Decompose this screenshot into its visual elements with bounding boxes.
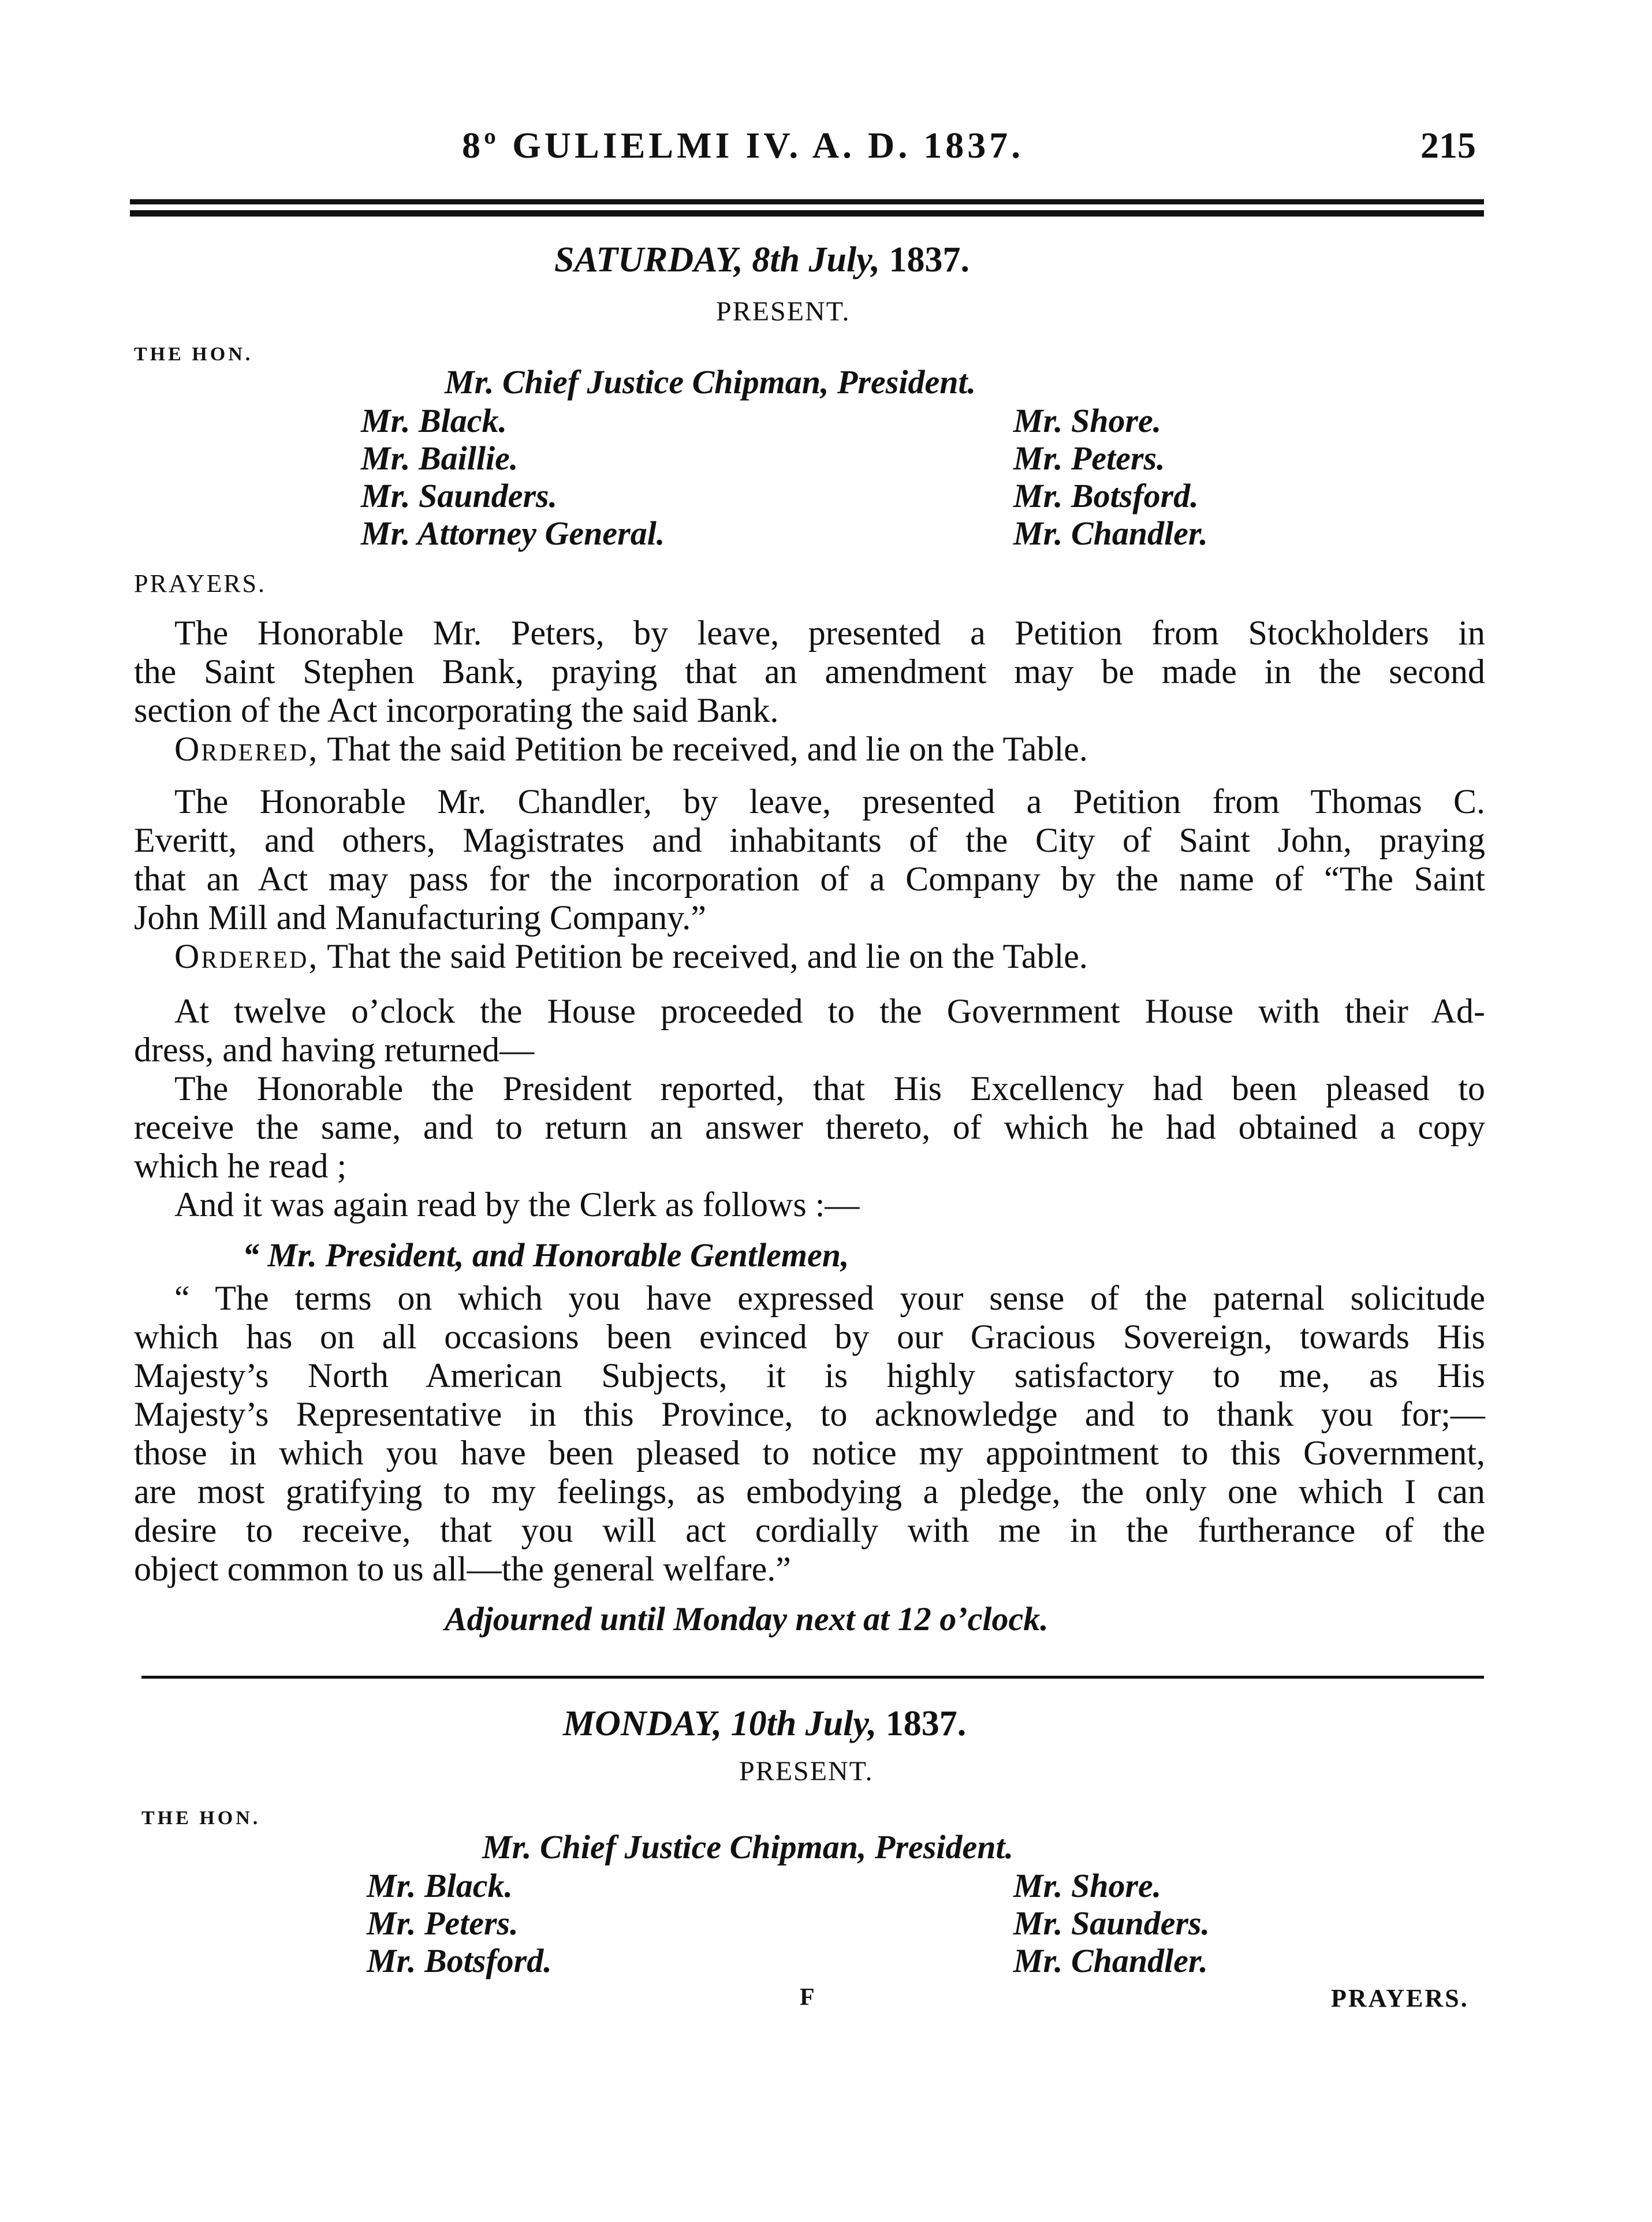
catchword: PRAYERS. (1331, 1984, 1469, 2012)
text-line: At twelve o’clock the House proceeded to the Government House with their Ad- (174, 992, 1485, 1030)
day-date: 8th July, (752, 240, 880, 279)
the-hon-label: THE HON. (134, 344, 253, 365)
text-line: desire to receive, that you will act cordially with me in the furtherance of the (134, 1511, 1485, 1549)
present-label: PRESENT. (716, 296, 851, 327)
text-line: Majesty’s Representative in this Province, to acknowledge and to thank you for;— (134, 1395, 1485, 1433)
text-line: which has on all occasions been evinced by our Gracious Sovereign, towards His (134, 1318, 1485, 1356)
prayers-label: PRAYERS. (134, 569, 267, 598)
paragraph-reply-quote (134, 1279, 1485, 1589)
signature-mark: F (800, 1984, 815, 2011)
member-right: Mr. Chandler. (1013, 1942, 1208, 1979)
ordered-line (134, 937, 1485, 976)
present-label: PRESENT. (739, 1756, 874, 1787)
text-line: John Mill and Manufacturing Company.” (134, 899, 706, 937)
text-line: The Honorable Mr. Peters, by leave, presented a Petition from Stockholders in (174, 614, 1485, 652)
text-line: receive the same, and to return an answer thereto, of which he had obtained a copy (134, 1108, 1485, 1146)
member-left: Mr. Baillie. (361, 439, 519, 477)
text-line: those in which you have been pleased to notice my appointment to this Government, (134, 1434, 1485, 1472)
the-hon-label: THE HON. (141, 1807, 261, 1829)
ordered-line (134, 730, 1485, 769)
member-right: Mr. Saunders. (1013, 1904, 1210, 1942)
adjournment-line: Adjourned until Monday next at 12 o’clock. (445, 1600, 1049, 1638)
paragraph-government-house (134, 992, 1485, 1224)
text-line: which he read ; (134, 1147, 347, 1185)
text-line: Majesty’s North American Subjects, it is highly satisfactory to me, as His (134, 1356, 1485, 1395)
member-left: Mr. Botsford. (367, 1942, 552, 1979)
member-right: Mr. Shore. (1013, 1867, 1162, 1904)
member-left: Mr. Attorney General. (361, 515, 665, 552)
text-line: that an Act may pass for the incorporation of a Company by the name of “The Saint (134, 860, 1485, 898)
text-line: dress, and having returned— (134, 1031, 535, 1069)
paragraph-petition-peters (134, 614, 1485, 769)
quote-salutation: “ Mr. President, and Honorable Gentlemen, (243, 1236, 849, 1274)
sitting-heading-saturday (554, 240, 969, 281)
text-line: Everitt, and others, Magistrates and inhabitants of the City of Saint John, praying (134, 821, 1485, 859)
page-number: 215 (1420, 125, 1476, 166)
section-rule (141, 1676, 1484, 1679)
text-line: the Saint Stephen Bank, praying that an amendment may be made in the second (134, 653, 1485, 691)
paragraph-petition-chandler (134, 782, 1485, 976)
member-right: Mr. Chandler. (1013, 515, 1208, 552)
ordered-label: Ordered, (174, 937, 319, 975)
member-right: Mr. Botsford. (1013, 477, 1199, 515)
day-year: 1837. (885, 1704, 967, 1743)
member-left: Mr. Peters. (367, 1904, 519, 1942)
member-left: Mr. Black. (361, 402, 507, 439)
day-name: SATURDAY, (554, 240, 743, 279)
text-line: And it was again read by the Clerk as follows :— (174, 1185, 860, 1224)
text-line: “ The terms on which you have expressed your sense of the paternal solicitude (174, 1279, 1485, 1317)
president-line: Mr. Chief Justice Chipman, President. (482, 1828, 1014, 1866)
text-line: The Honorable Mr. Chandler, by leave, presented a Petition from Thomas C. (174, 782, 1485, 821)
header-rule-top (130, 199, 1484, 204)
ordered-label: Ordered, (174, 730, 319, 768)
day-date: 10th July, (730, 1704, 877, 1743)
day-name: MONDAY, (563, 1704, 722, 1743)
text-line: section of the Act incorporating the said Bank. (134, 691, 779, 729)
running-header: 8º GULIELMI IV. A. D. 1837. (462, 125, 1024, 166)
member-right: Mr. Peters. (1013, 439, 1165, 477)
member-left: Mr. Black. (367, 1867, 513, 1904)
sitting-heading-monday (563, 1703, 966, 1744)
president-line: Mr. Chief Justice Chipman, President. (445, 363, 976, 401)
header-rule-bottom (130, 210, 1484, 217)
ordered-text: That the said Petition be received, and lie on the Table. (327, 937, 1088, 975)
day-year: 1837. (889, 240, 969, 279)
member-left: Mr. Saunders. (361, 477, 558, 515)
text-line: The Honorable the President reported, that His Excellency had been pleased to (174, 1069, 1485, 1108)
text-line: object common to us all—the general welfare.” (134, 1550, 791, 1588)
member-right: Mr. Shore. (1013, 402, 1162, 439)
ordered-text: That the said Petition be received, and lie on the Table. (327, 730, 1088, 768)
text-line: are most gratifying to my feelings, as embodying a pledge, the only one which I can (134, 1472, 1485, 1511)
